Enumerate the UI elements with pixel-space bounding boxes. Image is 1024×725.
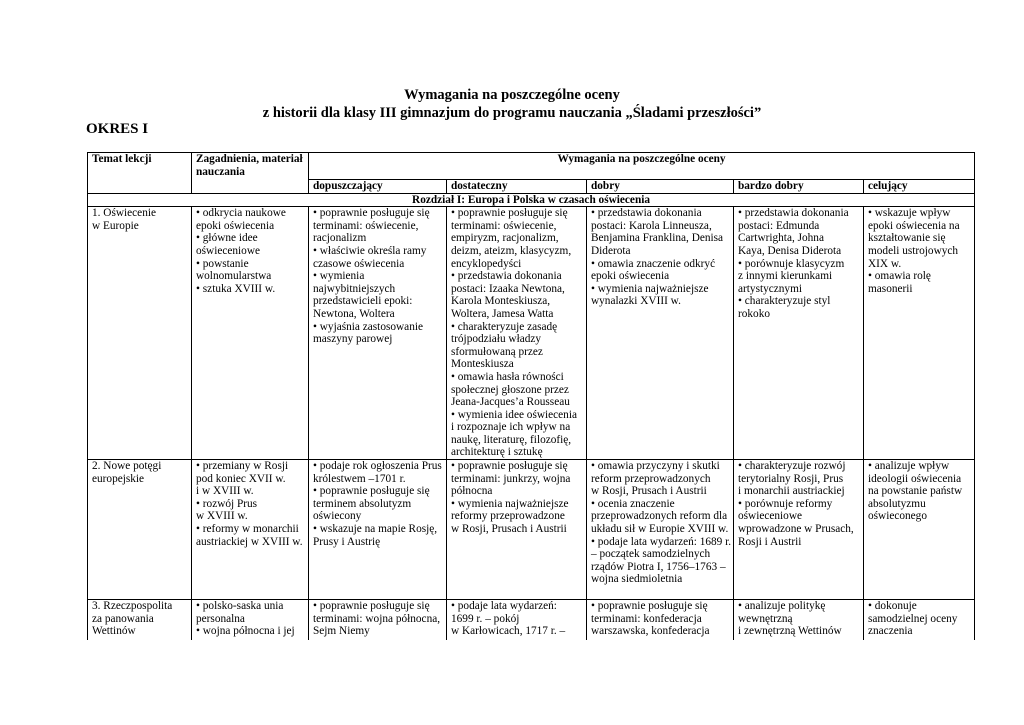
header-issues-lines <box>196 153 304 178</box>
text-line: przedstawicieli epoki: <box>313 295 413 308</box>
text-line: układu sił w Europie XVIII w. <box>591 523 729 536</box>
table-row <box>88 600 975 640</box>
text-line: oświecony <box>313 510 362 523</box>
text-line: terminem absolutyzm <box>313 497 412 510</box>
text-line: • ocenia znaczenie <box>591 497 675 510</box>
text-line: wojna siedmioletnia <box>591 573 683 586</box>
text-line: Jeana-Jacques’a Rousseau <box>451 396 570 409</box>
grade-cell-dobry <box>587 460 734 600</box>
text-line: Diderota <box>591 244 631 257</box>
text-line: • podaje lata wydarzeń: 1689 r. <box>591 535 732 548</box>
text-line: naukę, literaturę, filozofię, <box>451 433 572 446</box>
text-line: w XVIII w. <box>196 510 248 523</box>
text-line: • przemiany w Rosji <box>196 460 289 473</box>
text-line: • wojna północna i jej <box>196 625 295 638</box>
text-line: pod koniec XVII w. <box>196 472 286 485</box>
text-line: europejskie <box>92 472 145 485</box>
text-line: Benjamina Franklina, Denisa <box>591 232 724 245</box>
text-line: • przedstawia dokonania <box>451 270 562 283</box>
text-line: • wymienia najważniejsze <box>591 282 709 295</box>
text-line: społecznej głoszone przez <box>451 383 569 396</box>
text-line: i w XVIII w. <box>196 485 254 498</box>
text-line: czasowe oświecenia <box>313 257 405 270</box>
text-line: encyklopedyści <box>451 257 522 270</box>
text-line: empiryzm, racjonalizm, <box>451 232 559 245</box>
text-line: wewnętrzną <box>738 612 793 625</box>
topic-cell <box>88 460 192 600</box>
text-line: 1699 r. – pokój <box>451 612 520 625</box>
text-line: rokoko <box>738 307 771 320</box>
grade-cell-dobry <box>587 600 734 640</box>
topic-cell <box>88 600 192 640</box>
grade-header-3: dobry <box>587 180 734 194</box>
issues-cell <box>192 600 309 640</box>
text-line: znaczenia <box>868 625 913 638</box>
text-line: • reformy w monarchii <box>196 523 299 536</box>
text-line: w Karłowicach, 1717 r. – <box>451 625 566 638</box>
text-line: • poprawnie posługuje się <box>313 600 430 613</box>
text-line: trójpodziału władzy <box>451 333 542 346</box>
text-line: • wskazuje wpływ <box>868 207 951 220</box>
text-line: wynalazki XVIII w. <box>591 295 681 308</box>
grade-header-4: bardzo dobry <box>734 180 864 194</box>
header-topic: Temat lekcji <box>88 153 192 194</box>
grade-cell-bardzo-dobry <box>734 460 864 600</box>
text-line: oświeconego <box>868 510 927 523</box>
text-line: • główne idee <box>196 232 258 245</box>
text-line: Zagadnienia, materiał <box>196 153 303 165</box>
text-line: i zewnętrzną Wettinów <box>738 625 842 638</box>
grade-cell-dostateczny <box>447 207 587 460</box>
grade-cell-bardzo-dobry <box>734 600 864 640</box>
text-line: • porównuje klasycyzm <box>738 257 845 270</box>
text-line: sformułowaną przez <box>451 345 543 358</box>
text-line: • porównuje reformy <box>738 497 833 510</box>
text-line: w Rosji, Prusach i Austrii <box>451 523 567 536</box>
text-line: z innymi kierunkami <box>738 270 833 283</box>
text-line: • charakteryzuje rozwój <box>738 460 846 473</box>
document-title-line-1: Wymagania na poszczególne oceny <box>404 87 620 103</box>
grade-cell-bardzo-dobry <box>734 207 864 460</box>
text-line: na powstanie państw <box>868 485 963 498</box>
text-line: Newtona, Woltera <box>313 307 395 320</box>
grade-cell-dopuszczajacy <box>309 460 447 600</box>
text-line: • podaje rok ogłoszenia Prus <box>313 460 442 473</box>
period-heading: OKRES I <box>86 121 149 137</box>
grade-cell-dostateczny <box>447 460 587 600</box>
text-line: • odkrycia naukowe <box>196 207 286 220</box>
text-line: przeprowadzonych reform dla <box>591 510 728 523</box>
text-line: Prusy i Austrię <box>313 535 381 548</box>
text-line: postaci: Izaaka Newtona, <box>451 282 565 295</box>
text-line: i rozpoznaje ich wpływ na <box>451 421 571 434</box>
text-line: personalna <box>196 612 245 625</box>
text-line: – początek samodzielnych <box>591 548 711 561</box>
text-line: • wskazuje na mapie Rosję, <box>313 523 438 536</box>
text-line: • charakteryzuje zasadę <box>451 320 558 333</box>
text-line: • powstanie <box>196 257 249 270</box>
text-line: warszawska, konfederacja <box>591 625 710 638</box>
text-line: terminami: oświecenie, <box>313 219 419 232</box>
text-line: • rozwój Prus <box>196 497 258 510</box>
grade-cell-celujacy <box>864 600 975 640</box>
text-line: epoki oświecenia <box>196 219 275 232</box>
grade-header-5: celujący <box>864 180 975 194</box>
text-line: epoki oświecenia na <box>868 219 960 232</box>
text-line: 1. Oświecenie <box>92 207 156 220</box>
text-line: 3. Rzeczpospolita <box>92 600 173 613</box>
text-line: absolutyzmu <box>868 497 926 510</box>
text-line: najwybitniejszych <box>313 282 396 295</box>
text-line: królestwem –1701 r. <box>313 472 406 485</box>
text-line: masonerii <box>868 282 913 295</box>
text-line: • przedstawia dokonania <box>591 207 702 220</box>
text-line: Wettinów <box>92 625 136 638</box>
text-line: rządów Piotra I, 1756–1763 – <box>591 560 726 573</box>
text-line: • poprawnie posługuje się <box>591 600 708 613</box>
text-line: nauczania <box>196 165 245 178</box>
chapter-heading: Rozdział I: Europa i Polska w czasach oświecenia <box>88 193 975 207</box>
text-line: Monteskiusza <box>451 358 514 371</box>
text-line: racjonalizm <box>313 232 367 245</box>
grade-cell-dostateczny <box>447 600 587 640</box>
text-line: • wymienia najważniejsze <box>451 497 569 510</box>
text-line: kształtowanie się <box>868 232 946 245</box>
text-line: i monarchii austriackiej <box>738 485 845 498</box>
grade-header-2: dostateczny <box>447 180 587 194</box>
text-line: deizm, ateizm, klasycyzm, <box>451 244 572 257</box>
text-line: wolnomularstwa <box>196 270 272 283</box>
topic-cell <box>88 207 192 460</box>
text-line: terminami: oświecenie, <box>451 219 557 232</box>
grade-cell-dobry <box>587 207 734 460</box>
text-line: • omawia znaczenie odkryć <box>591 257 716 270</box>
text-line: postaci: Edmunda <box>738 219 820 232</box>
text-line: 2. Nowe potęgi <box>92 460 162 473</box>
text-line: • poprawnie posługuje się <box>313 207 430 220</box>
text-line: za panowania <box>92 612 154 625</box>
header-issues <box>192 153 309 194</box>
text-line: • wymienia idee oświecenia <box>451 408 577 421</box>
text-line: architekturę i sztukę <box>451 446 543 459</box>
grade-cell-dopuszczajacy <box>309 207 447 460</box>
text-line: w Rosji, Prusach i Austrii <box>591 485 707 498</box>
grade-cell-celujacy <box>864 460 975 600</box>
table-row <box>88 460 975 600</box>
text-line: • analizuje wpływ <box>868 460 950 473</box>
text-line: • sztuka XVIII w. <box>196 282 276 295</box>
text-line: Karola Monteskiusza, <box>451 295 551 308</box>
text-line: reform przeprowadzonych <box>591 472 711 485</box>
text-line: postaci: Karola Linneusza, <box>591 219 712 232</box>
text-line: • wymienia <box>313 270 365 283</box>
text-line: austriackiej w XVIII w. <box>196 535 303 548</box>
grade-cell-celujacy <box>864 207 975 460</box>
text-line: • dokonuje <box>868 600 917 613</box>
text-line: Sejm Niemy <box>313 625 370 638</box>
grade-header-1: dopuszczający <box>309 180 447 194</box>
text-line: • analizuje politykę <box>738 600 826 613</box>
text-line: terminami: junkrzy, wojna <box>451 472 571 485</box>
text-line: ideologii oświecenia <box>868 472 962 485</box>
text-line: Woltera, Jamesa Watta <box>451 307 554 320</box>
text-line: artystycznymi <box>738 282 802 295</box>
grade-cell-dopuszczajacy <box>309 600 447 640</box>
text-line: terytorialny Rosji, Prus <box>738 472 844 485</box>
text-line: oświeceniowe <box>738 510 802 523</box>
text-line: północna <box>451 485 493 498</box>
text-line: • przedstawia dokonania <box>738 207 849 220</box>
issues-cell <box>192 460 309 600</box>
text-line: samodzielnej oceny <box>868 612 958 625</box>
text-line: reformy przeprowadzone <box>451 510 565 523</box>
text-line: terminami: wojna północna, <box>313 612 441 625</box>
text-line: epoki oświecenia <box>591 270 670 283</box>
text-line: w Europie <box>92 219 139 232</box>
text-line: oświeceniowe <box>196 244 260 257</box>
text-line: • wyjaśnia zastosowanie <box>313 320 423 333</box>
text-line: • podaje lata wydarzeń: <box>451 600 557 613</box>
text-line: Rosji i Austrii <box>738 535 802 548</box>
document-title-line-2: z historii dla klasy III gimnazjum do programu nauczania „Śladami przeszłości” <box>262 105 762 121</box>
text-line: modeli ustrojowych <box>868 244 959 257</box>
text-line: wprowadzone w Prusach, <box>738 523 854 536</box>
text-line: maszyny parowej <box>313 333 393 346</box>
header-requirements: Wymagania na poszczególne oceny <box>309 153 975 180</box>
text-line: • charakteryzuje styl <box>738 295 831 308</box>
text-line: • omawia hasła równości <box>451 370 564 383</box>
issues-cell <box>192 207 309 460</box>
table-row <box>88 207 975 460</box>
text-line: • poprawnie posługuje się <box>451 207 568 220</box>
text-line: Kaya, Denisa Diderota <box>738 244 842 257</box>
requirements-table <box>87 152 975 640</box>
text-line: • polsko-saska unia <box>196 600 284 613</box>
text-line: • omawia przyczyny i skutki <box>591 460 720 473</box>
text-line: • poprawnie posługuje się <box>313 485 430 498</box>
text-line: • właściwie określa ramy <box>313 244 427 257</box>
text-line: • omawia rolę <box>868 270 931 283</box>
text-line: XIX w. <box>868 257 902 270</box>
text-line: terminami: konfederacja <box>591 612 702 625</box>
text-line: • poprawnie posługuje się <box>451 460 568 473</box>
text-line: Cartwrighta, Johna <box>738 232 824 245</box>
